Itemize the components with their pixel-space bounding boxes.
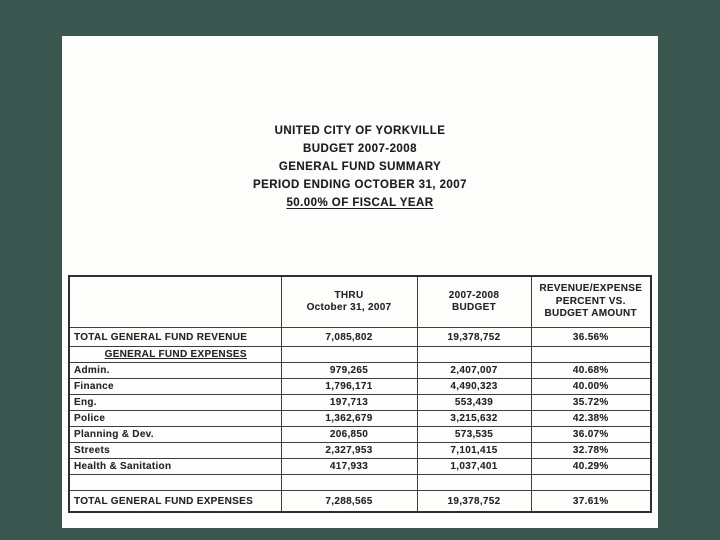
header-percent-line3: BUDGET AMOUNT — [544, 308, 637, 320]
row-label: Planning & Dev. — [69, 427, 281, 443]
row-budget-value: 553,439 — [417, 395, 531, 411]
expenses-section-row — [69, 347, 651, 363]
header-empty-cell — [69, 276, 281, 328]
empty-cell — [281, 475, 417, 491]
row-percent-value: 36.07% — [531, 427, 651, 443]
row-label: Streets — [69, 443, 281, 459]
title-line-period: PERIOD ENDING OCTOBER 31, 2007 — [253, 179, 467, 191]
row-budget-value: 19,378,752 — [417, 491, 531, 513]
row-percent-value: 40.29% — [531, 459, 651, 475]
row-thru-value: 206,850 — [281, 427, 417, 443]
total-revenue-row — [69, 328, 651, 347]
header-budget-line1: 2007-2008 — [448, 289, 500, 301]
row-budget-value: 4,490,323 — [417, 379, 531, 395]
table-header-row — [69, 276, 651, 328]
row-thru-value: 2,327,953 — [281, 443, 417, 459]
table-row-police — [69, 411, 651, 427]
row-label: TOTAL GENERAL FUND REVENUE — [69, 328, 281, 347]
empty-cell — [69, 475, 281, 491]
scanned-document-page — [62, 36, 658, 528]
row-budget-value: 3,215,632 — [417, 411, 531, 427]
section-label: GENERAL FUND EXPENSES — [69, 347, 281, 363]
row-thru-value: 7,085,802 — [281, 328, 417, 347]
header-percent-line2: PERCENT VS. — [555, 295, 626, 307]
table-row-health-sanitation — [69, 459, 651, 475]
empty-cell — [531, 475, 651, 491]
row-label: Eng. — [69, 395, 281, 411]
row-percent-value: 40.68% — [531, 363, 651, 379]
row-budget-value: 1,037,401 — [417, 459, 531, 475]
budget-summary-table — [68, 275, 652, 513]
row-label: Police — [69, 411, 281, 427]
empty-cell — [417, 475, 531, 491]
empty-cell — [281, 347, 417, 363]
spacer-row — [69, 475, 651, 491]
document-title-block — [62, 122, 658, 212]
row-budget-value: 7,101,415 — [417, 443, 531, 459]
empty-cell — [417, 347, 531, 363]
table-row-streets — [69, 443, 651, 459]
row-thru-value: 979,265 — [281, 363, 417, 379]
row-percent-value: 32.78% — [531, 443, 651, 459]
row-label: Health & Sanitation — [69, 459, 281, 475]
table-row-eng — [69, 395, 651, 411]
header-thru — [281, 276, 417, 328]
row-thru-value: 1,796,171 — [281, 379, 417, 395]
title-line-fiscal-year: 50.00% OF FISCAL YEAR — [286, 197, 434, 209]
row-budget-value: 2,407,007 — [417, 363, 531, 379]
header-thru-line1: THRU — [334, 289, 364, 301]
row-budget-value: 19,378,752 — [417, 328, 531, 347]
empty-cell — [531, 347, 651, 363]
table-row-finance — [69, 379, 651, 395]
row-thru-value: 417,933 — [281, 459, 417, 475]
row-label: Finance — [69, 379, 281, 395]
row-budget-value: 573,535 — [417, 427, 531, 443]
title-line-budget: BUDGET 2007-2008 — [303, 143, 417, 155]
row-percent-value: 35.72% — [531, 395, 651, 411]
total-expenses-row — [69, 491, 651, 513]
header-percent-line1: REVENUE/EXPENSE — [539, 283, 643, 295]
row-thru-value: 1,362,679 — [281, 411, 417, 427]
header-budget-line2: BUDGET — [451, 302, 497, 313]
header-budget — [417, 276, 531, 328]
row-label: TOTAL GENERAL FUND EXPENSES — [69, 491, 281, 513]
row-percent-value: 37.61% — [531, 491, 651, 513]
table-row-admin — [69, 363, 651, 379]
header-percent — [531, 276, 651, 328]
row-percent-value: 42.38% — [531, 411, 651, 427]
row-percent-value: 36.56% — [531, 328, 651, 347]
row-percent-value: 40.00% — [531, 379, 651, 395]
row-label: Admin. — [69, 363, 281, 379]
row-thru-value: 7,288,565 — [281, 491, 417, 513]
row-thru-value: 197,713 — [281, 395, 417, 411]
title-line-city: UNITED CITY OF YORKVILLE — [274, 125, 446, 137]
header-thru-line2: October 31, 2007 — [306, 302, 392, 313]
title-line-summary: GENERAL FUND SUMMARY — [278, 161, 442, 173]
table-row-planning-dev — [69, 427, 651, 443]
